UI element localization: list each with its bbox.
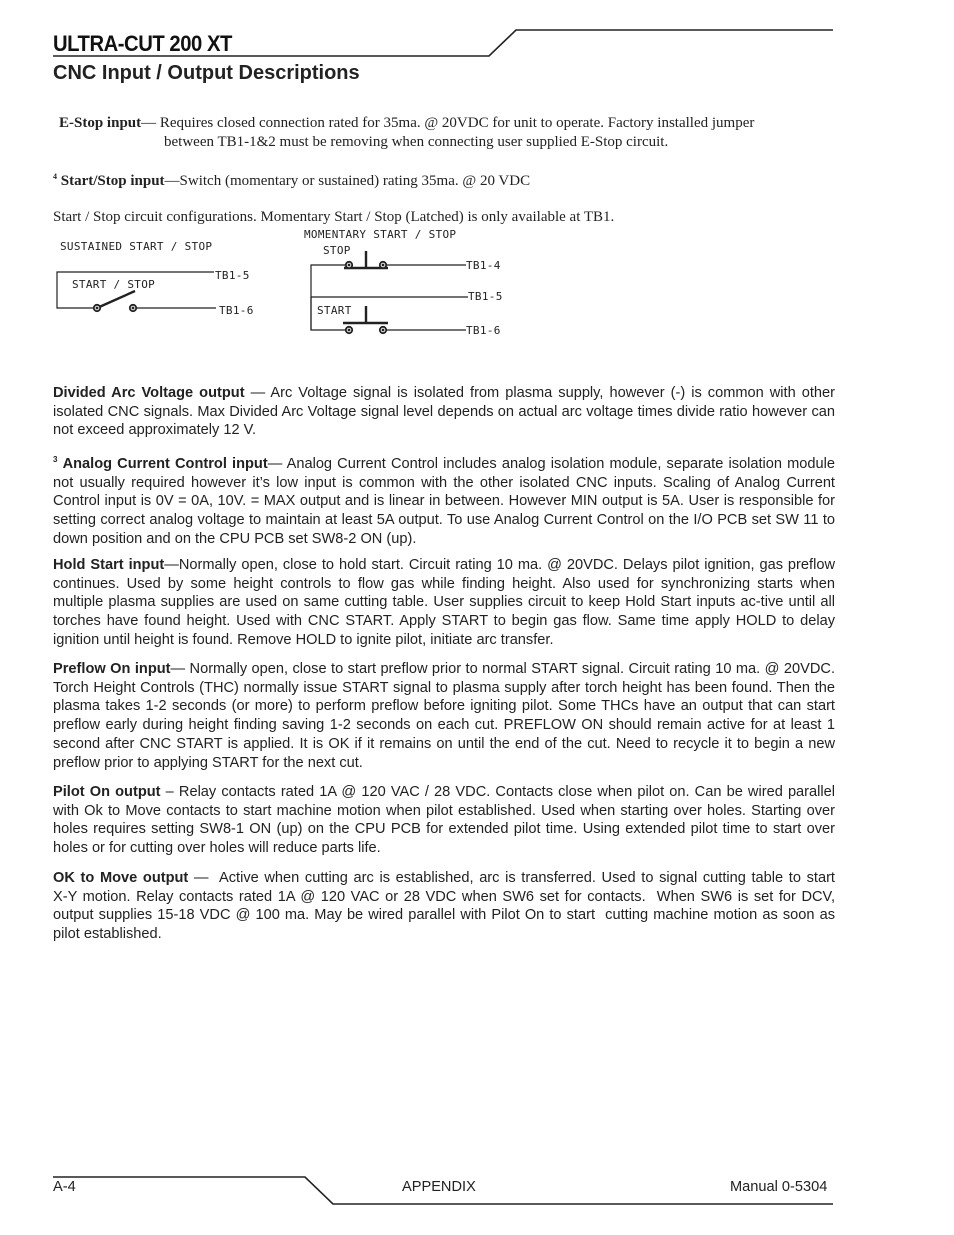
sustained-switch-label: START / STOP <box>72 278 156 291</box>
switch-diagram <box>0 0 954 400</box>
preflow-paragraph <box>53 660 835 772</box>
sustained-switch-drawing <box>57 272 216 311</box>
hold-start-text: —Normally open, close to hold start. Circuit rating 10 ma. @ 20VDC. Delays pilot ignition, gas preflow continues. Used by some height controls to flow gas while finding height. Also used for synchronizing starts when multiple plasma supplies are used on same cutting table. User supplies circuit to keep Hold Start inputs ac-tive until all torches have found height. Used with CNC START. Apply START to begin gas flow. Same time apply HOLD to delay ignition until height is found. Remove HOLD to ignite pilot, initiate arc transfer. <box>53 557 835 648</box>
divided-arc-label: Divided Arc Voltage output <box>53 385 245 401</box>
ok-to-move-text: — Active when cutting arc is established, arc is transferred. Used to signal cutting table to start X-Y motion. Relay contacts rated 1A @ 120 VAC or 28 VDC when SW6 set for contacts. When SW6 is set for DCV, output supplies 15-18 VDC @ 100 ma. May be wired parallel with Pilot On to start cutting machine motion as soon as pilot established. <box>53 870 864 943</box>
preflow-label: Preflow On input <box>53 661 171 677</box>
tb-6-label: TB1-6 <box>466 324 501 337</box>
startstop-label: Start/Stop input <box>60 173 165 189</box>
hold-start-paragraph <box>53 556 835 650</box>
footer-section: APPENDIX <box>402 1179 476 1195</box>
stop-label: STOP <box>323 244 351 257</box>
pilot-on-label: Pilot On output <box>53 784 161 800</box>
sustained-tb-top: TB1-5 <box>215 269 250 282</box>
divided-arc-text: — Arc Voltage signal is isolated from plasma supply, however (-) is common with other isolated CNC signals. Max Divided Arc Voltage signal level depends on actual arc voltage times divide ratio however can not exceed approximately 12 V. <box>53 385 835 439</box>
start-label: START <box>317 304 352 317</box>
analog-sup: 3 <box>53 455 58 464</box>
ok-to-move-paragraph <box>53 869 864 944</box>
section-title: CNC Input / Output Descriptions <box>53 62 360 84</box>
momentary-title: MOMENTARY START / STOP <box>304 228 457 241</box>
estop-text-1: — Requires closed connection rated for 35ma. @ 20VDC for unit to operate. Factory installed jumper <box>141 115 755 131</box>
pilot-on-paragraph <box>53 783 835 858</box>
estop-label: E-Stop input <box>59 115 142 131</box>
analog-label: Analog Current Control input <box>62 455 268 472</box>
momentary-switch-drawing <box>311 251 468 333</box>
startstop-sup: 4 <box>53 172 57 181</box>
tb-4-label: TB1-4 <box>466 259 501 272</box>
startstop-text: —Switch (momentary or sustained) rating 35ma. @ 20 VDC <box>164 173 531 189</box>
sustained-tb-bottom: TB1-6 <box>219 304 254 317</box>
ok-to-move-label: OK to Move output <box>53 870 189 886</box>
analog-paragraph <box>53 451 835 548</box>
tb-5-label: TB1-5 <box>468 290 503 303</box>
footer-manual: Manual 0-5304 <box>730 1179 828 1195</box>
startstop-config-note: Start / Stop circuit configurations. Momentary Start / Stop (Latched) is only available at TB1. <box>53 209 615 225</box>
sustained-title: SUSTAINED START / STOP <box>60 240 213 253</box>
hold-start-label: Hold Start input <box>53 557 165 573</box>
divided-arc-paragraph <box>53 384 835 440</box>
estop-text-2: between TB1-1&2 must be removing when connecting user supplied E-Stop circuit. <box>164 134 669 150</box>
analog-text: — Analog Current Control includes analog isolation module, separate isolation module not usually required however it’s low input is common with the other isolated CNC inputs. Scaling of Analog Current Control input is 0V = 0A, 10V. = MAX output and is linear in between. However MIN output is 5A. User is responsible for setting correct analog voltage to maintain at least 5A output. To use Analog Current Control on the I/O PCB set SW 11 to down position and on the CPU PCB set SW8-2 ON (up). <box>53 455 835 547</box>
preflow-text: — Normally open, close to start preflow prior to normal START signal. Circuit rating 10 ma. @ 20VDC. Torch Height Controls (THC) normally issue START signal to plasma supply after torch height has been found. Then the plasma takes 1-2 seconds (or more) to perform preflow before igniting pilot. Some THCs have an output that can start preflow early during height finding saving 1-2 seconds on each cut. PREFLOW ON should remain active for at least 1 second after CNC START is applied. It is OK if it remains on until the end of the cut. Need to recycle it to begin a new preflow prior to applying START for the next cut. <box>53 661 835 771</box>
pilot-on-text: – Relay contacts rated 1A @ 120 VAC / 28 VDC. Contacts close when pilot on. Can be wired parallel with Ok to Move contacts to start machine motion when pilot established. Used when starting over holes. Starting over holes requires setting SW8-1 ON (up) on the CPU PCB for extended pilot time. Using extended pilot time to start over holes or for cutting over holes will reduce parts life. <box>53 784 835 857</box>
brand-title: ULTRA-CUT 200 XT <box>53 31 232 56</box>
footer-page-number: A-4 <box>53 1179 76 1195</box>
